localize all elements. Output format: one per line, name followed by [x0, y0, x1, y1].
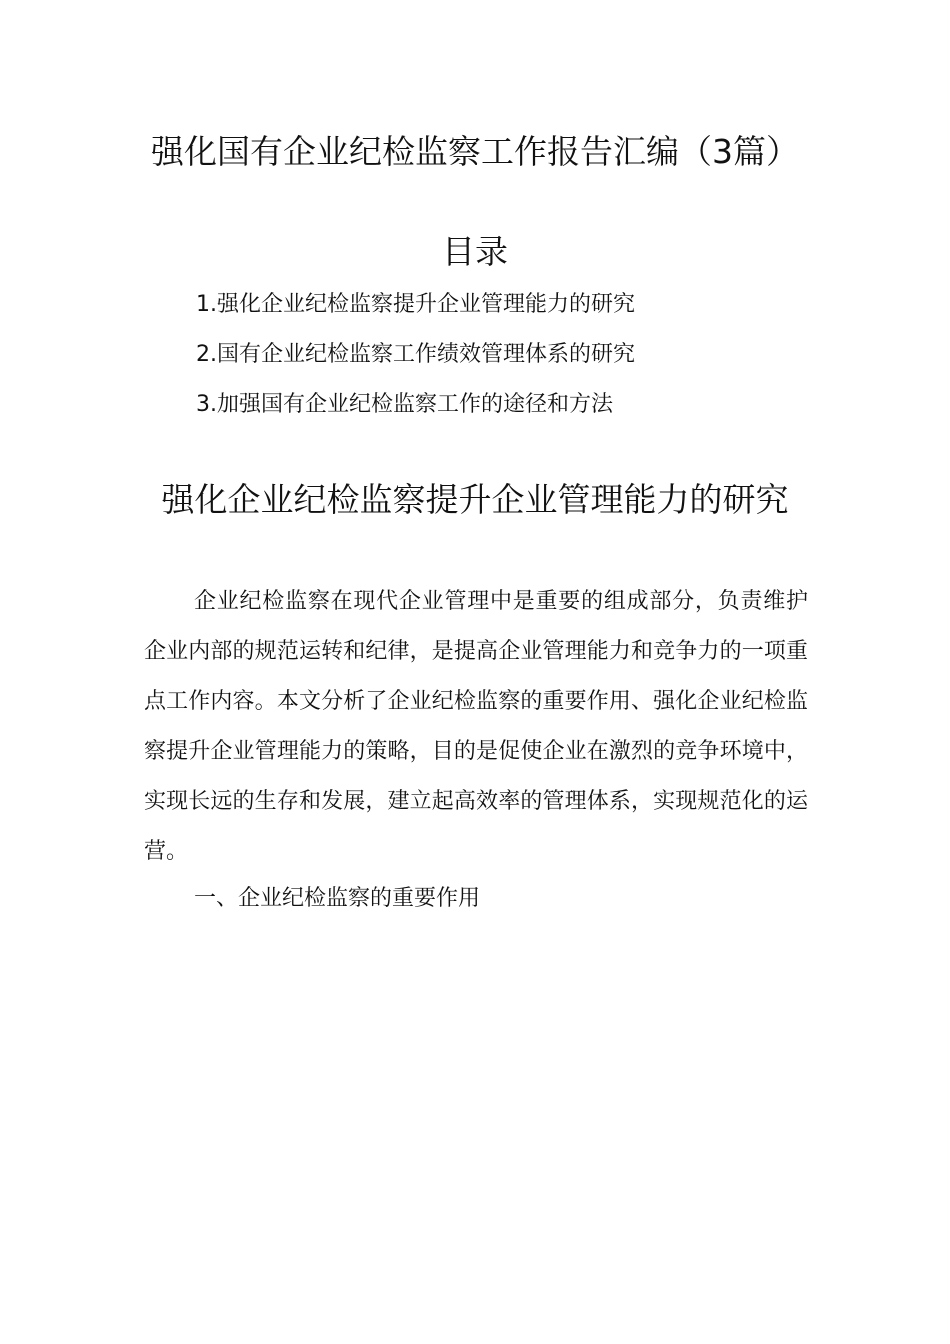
- toc-heading: 目录: [442, 232, 508, 271]
- document-title: 强化国有企业纪检监察工作报告汇编（3篇）: [151, 132, 799, 171]
- body-paragraph: 企业纪检监察在现代企业管理中是重要的组成部分，负责维护企业内部的规范运转和纪律，是提高企业管理能力和竞争力的一项重点工作内容。本文分析了企业纪检监察的重要作用、强化企业纪检监察提升企业管理能力的策略，目的是促使企业在激烈的竞争环境中，实现长远的生存和发展，建立起高效率的管理体系，实现规范化的运营。: [144, 589, 808, 864]
- toc-item-3: 3.加强国有企业纪检监察工作的途径和方法: [196, 392, 613, 417]
- table-of-contents: [196, 280, 816, 430]
- section-title: 强化企业纪检监察提升企业管理能力的研究: [161, 480, 789, 519]
- toc-item-2: 2.国有企业纪检监察工作绩效管理体系的研究: [196, 342, 635, 367]
- section-subheading: 一、企业纪检监察的重要作用: [194, 886, 481, 911]
- toc-item-1: 1.强化企业纪检监察提升企业管理能力的研究: [196, 292, 635, 317]
